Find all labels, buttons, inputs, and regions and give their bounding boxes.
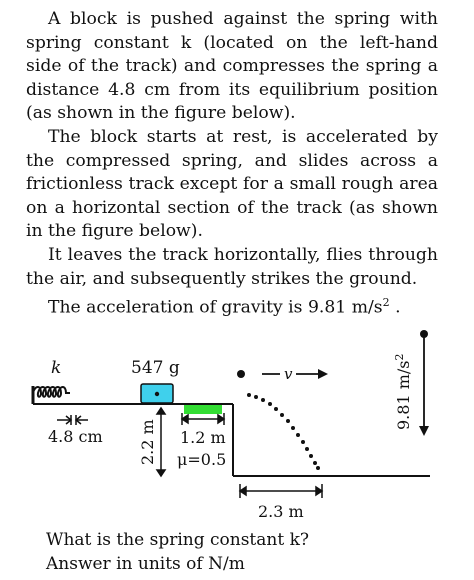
problem-paragraph-4: The acceleration of gravity is 9.81 $m/s^2$ . bbox=[48, 296, 401, 318]
trajectory bbox=[247, 393, 320, 470]
launch-point bbox=[237, 370, 245, 378]
problem-text bbox=[26, 8, 438, 320]
spring-constant-label: k bbox=[51, 358, 62, 378]
question-line-2: Answer in units of N/m bbox=[46, 554, 245, 574]
question-line-1: What is the spring constant k? bbox=[46, 530, 310, 550]
compression-arrows bbox=[57, 415, 88, 425]
height-label: 2.2 m bbox=[138, 419, 157, 465]
question bbox=[46, 528, 309, 576]
rough-length-label: 1.2 m bbox=[180, 428, 226, 447]
compression-label: 4.8 cm bbox=[48, 427, 103, 446]
problem-paragraph-1: A block is pushed against the spring with spring constant k (located on the left-hand side of the track) and compresses the spring a distance 4.8 cm from its equilibrium position (as shown in the figure below). bbox=[26, 9, 438, 124]
friction-label: μ=0.5 bbox=[177, 450, 227, 469]
block-center-dot bbox=[155, 392, 159, 396]
gravity-exponent: 2 bbox=[382, 296, 390, 310]
distance-arrow bbox=[240, 484, 322, 498]
velocity-label: v bbox=[284, 365, 293, 383]
gravity-arrowhead bbox=[419, 426, 429, 436]
rough-length-arrow bbox=[182, 413, 224, 425]
rough-patch bbox=[184, 405, 222, 414]
physics-diagram bbox=[0, 326, 474, 526]
problem-paragraph-2: The block starts at rest, is accelerated by the compressed spring, and slides across a frictionless track except for a small rough area on a horizontal section of the track (as shown in the figure below). bbox=[26, 126, 438, 242]
problem-paragraph-3: It leaves the track horizontally, flies through the air, and subsequently strikes the ground. bbox=[26, 244, 438, 289]
mass-label: 547 g bbox=[131, 358, 180, 378]
distance-label: 2.3 m bbox=[258, 502, 304, 521]
velocity-arrowhead bbox=[318, 369, 328, 379]
height-arrow bbox=[157, 408, 165, 476]
spring bbox=[33, 387, 70, 397]
gravity-label: 9.81 $m/s^2$ bbox=[393, 353, 413, 430]
